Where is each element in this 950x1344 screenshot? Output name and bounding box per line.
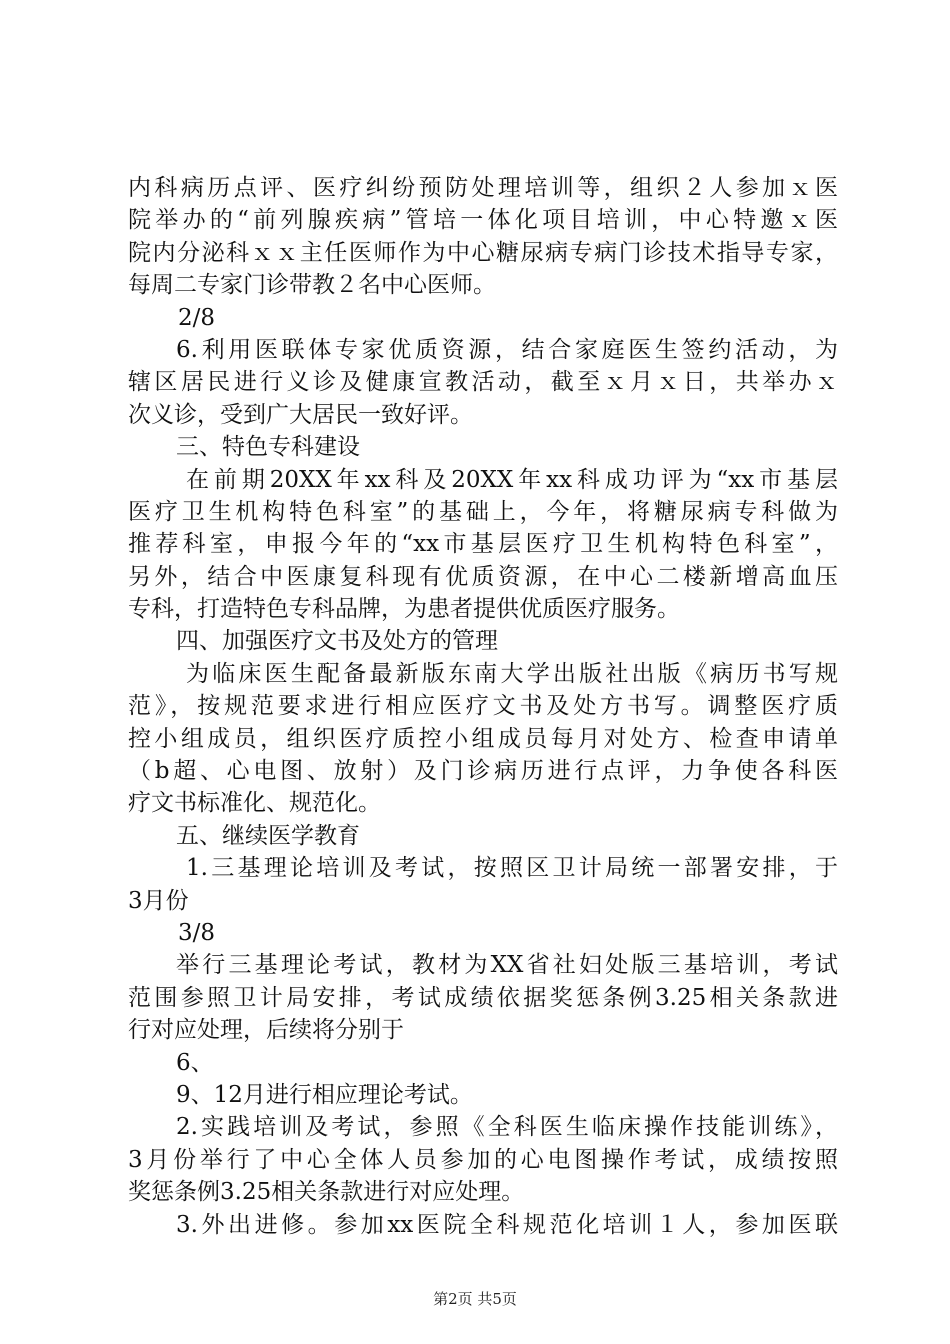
- text-line: 推荐科室，申报今年的“xx市基层医疗卫生机构特色科室”，: [128, 531, 838, 558]
- text-line: 院举办的“前列腺疾病”管培一体化项目培训，中心特邀ｘ医: [128, 207, 838, 234]
- text-line: 范围参照卫计局安排，考试成绩依据奖惩条例3.25相关条款进: [128, 984, 838, 1011]
- text-line: 内科病历点评、医疗纠纷预防处理培训等，组织２人参加ｘ医: [128, 175, 838, 201]
- document-body: [128, 172, 838, 1241]
- text-line: 每周二专家门诊带教２名中心医师。: [128, 272, 496, 299]
- text-line: 2.实践培训及考试，参照《全科医生临床操作技能训练》，: [176, 1114, 838, 1141]
- text-line: 专科，打造特色专科品牌，为患者提供优质医疗服务。: [128, 596, 680, 623]
- text-line: 五、继续医学教育: [176, 822, 360, 849]
- text-line: 奖惩条例3.25相关条款进行对应处理。: [128, 1179, 525, 1206]
- page-marker: 2/8: [178, 304, 216, 331]
- text-line: 四、加强医疗文书及处方的管理: [176, 628, 498, 655]
- text-line: 为临床医生配备最新版东南大学出版社出版《病历书写规: [186, 660, 838, 687]
- text-line: 行对应处理，后续将分别于: [128, 1017, 404, 1044]
- text-line: 6、: [176, 1049, 214, 1076]
- text-line: 3月份举行了中心全体人员参加的心电图操作考试，成绩按照: [128, 1146, 838, 1173]
- text-line: 辖区居民进行义诊及健康宣教活动，截至ｘ月ｘ日，共举办ｘ: [128, 369, 838, 396]
- page-marker: 3/8: [178, 919, 216, 946]
- text-line: 6.利用医联体专家优质资源，结合家庭医生签约活动，为: [176, 336, 838, 363]
- text-line: 举行三基理论考试，教材为XX省社妇处版三基培训，考试: [176, 952, 838, 979]
- text-line: 9、12月进行相应理论考试。: [176, 1081, 473, 1108]
- text-line: 控小组成员，组织医疗质控小组成员每月对处方、检查申请单: [128, 725, 838, 752]
- text-line: 范》，按规范要求进行相应医疗文书及处方书写。调整医疗质: [128, 693, 838, 720]
- text-line: 3.外出进修。参加xx医院全科规范化培训１人，参加医联: [176, 1211, 838, 1238]
- text-line: 1.三基理论培训及考试，按照区卫计局统一部署安排，于: [186, 855, 838, 882]
- text-line: 次义诊，受到广大居民一致好评。: [128, 401, 473, 428]
- text-line: 院内分泌科ｘｘ主任医师作为中心糖尿病专病门诊技术指导专家，: [128, 239, 838, 266]
- text-line: 医疗卫生机构特色科室”的基础上，今年，将糖尿病专科做为: [128, 498, 838, 525]
- page-footer: 第2页 共5页: [433, 1290, 517, 1308]
- text-line: 在前期20XX年xx科及20XX年xx科成功评为“xx市基层: [186, 466, 838, 493]
- text-line: （b超、心电图、放射）及门诊病历进行点评，力争使各科医: [128, 758, 838, 785]
- text-line: 疗文书标准化、规范化。: [128, 790, 381, 817]
- text-line: 三、特色专科建设: [176, 434, 360, 461]
- text-line: 3月份: [128, 887, 189, 914]
- text-line: 另外，结合中医康复科现有优质资源，在中心二楼新增高血压: [128, 563, 838, 590]
